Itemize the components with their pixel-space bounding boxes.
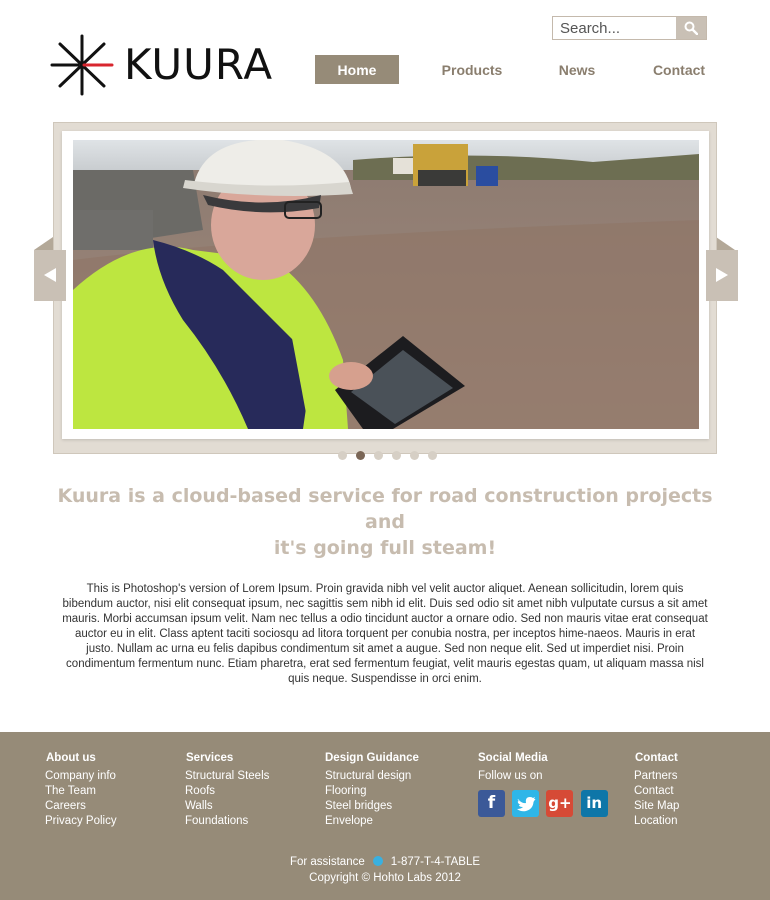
- brand-name: KUURA: [124, 40, 274, 89]
- logo-asterisk-icon: [50, 34, 114, 96]
- phone-icon: [373, 856, 383, 866]
- slider-next-button[interactable]: [706, 250, 738, 301]
- footer-col-social: [478, 751, 612, 818]
- footer-link-foundations[interactable]: Foundations: [185, 815, 249, 827]
- slider-dot-4[interactable]: [392, 451, 401, 460]
- slide-photo: [73, 140, 699, 429]
- footer-link-steel-bridges[interactable]: Steel bridges: [325, 800, 393, 812]
- footer-link-structural-design[interactable]: Structural design: [325, 770, 412, 782]
- nav-contact[interactable]: Contact: [652, 62, 706, 78]
- assistance-line: [0, 854, 770, 870]
- footer-contact-title: Contact: [635, 752, 678, 764]
- headline-line-3: it's going full steam!: [273, 537, 497, 559]
- phone-number[interactable]: 1-877-T-4-TABLE: [390, 856, 481, 868]
- slider-dot-6[interactable]: [428, 451, 437, 460]
- footer-link-walls[interactable]: Walls: [185, 800, 213, 812]
- footer-col-contact: [635, 751, 679, 829]
- footer-link-privacy-policy[interactable]: Privacy Policy: [45, 815, 117, 827]
- footer-col-about: [46, 751, 117, 829]
- search-icon: [684, 21, 698, 35]
- footer-link-site-map[interactable]: Site Map: [634, 800, 680, 812]
- footer-link-envelope[interactable]: Envelope: [325, 815, 373, 827]
- footer-link-flooring[interactable]: Flooring: [325, 785, 367, 797]
- slider-dot-2[interactable]: [356, 451, 365, 460]
- slider-dot-1[interactable]: [338, 451, 347, 460]
- footer-col-services: [186, 751, 269, 829]
- footer-about-title: About us: [46, 752, 96, 764]
- slide-card: [62, 131, 709, 439]
- footer-link-partners[interactable]: Partners: [634, 770, 678, 782]
- slider-prev-button[interactable]: [34, 250, 66, 301]
- nav-products[interactable]: Products: [441, 62, 503, 78]
- search-input[interactable]: [553, 17, 677, 39]
- footer-col-design: [325, 751, 419, 829]
- intro-paragraph: This is Photoshop's version of Lorem Ipsum. Proin gravida nibh vel velit auctor aliquet. Aenean sollicitudin, lorem quis bibendum auctor, nisi elit consequat ipsum, nec sagittis sem nibh id elit. Duis sed odio sit amet nibh vulputate cursus a sit amet mauris. Morbi accumsan ipsum velit. Nam nec tellus a odio tincidunt auctor a ornare odio. Sed non mauris vitae erat consequat auctor eu in elit. Class aptent taciti sociosqu ad litora torquent per conubia nostra, per inceptos hime-naeos. Mauris in erat justo. Nullam ac urna eu felis dapibus condimentum sit amet a augue. Sed non neque elit. Sed ut imperdiet nisi. Proin condimentum fermentum nunc. Etiam pharetra, erat sed fermentum feugiat, velit mauris egestas quam, ut aliquam massa nisl quis neque. Suspendisse in orci enim.: [62, 583, 708, 685]
- left-arrow-icon: [43, 267, 57, 283]
- footer-link-company-info[interactable]: Company info: [45, 770, 116, 782]
- nav-home[interactable]: Home: [315, 55, 399, 84]
- twitter-icon[interactable]: [512, 790, 539, 817]
- slider-dot-3[interactable]: [374, 451, 383, 460]
- social-icons: [478, 790, 612, 818]
- footer-link-roofs[interactable]: Roofs: [185, 785, 216, 797]
- slider-dot-5[interactable]: [410, 451, 419, 460]
- facebook-icon[interactable]: f: [478, 790, 505, 817]
- google-plus-icon[interactable]: g+: [546, 790, 573, 817]
- page-headline: [40, 483, 730, 561]
- search-button[interactable]: [676, 17, 706, 39]
- headline-line-1: Kuura is a cloud-based service for road construction projects: [57, 485, 713, 507]
- footer-link-location[interactable]: Location: [634, 815, 678, 827]
- footer-link-structural-steels[interactable]: Structural Steels: [185, 770, 270, 782]
- image-slider: [53, 122, 717, 454]
- logo[interactable]: [50, 34, 274, 96]
- footer-design-title: Design Guidance: [325, 752, 419, 764]
- linkedin-icon[interactable]: in: [581, 790, 608, 817]
- footer-link-contact[interactable]: Contact: [634, 785, 674, 797]
- slider-prev-cap: [34, 237, 53, 250]
- footer-follow-text: Follow us on: [478, 770, 543, 782]
- headline-line-2: and: [365, 511, 405, 533]
- slider-next-cap: [716, 237, 735, 250]
- footer-services-title: Services: [186, 752, 234, 764]
- footer-link-careers[interactable]: Careers: [45, 800, 86, 812]
- copyright-text: Copyright © Hohto Labs 2012: [309, 872, 461, 884]
- right-arrow-icon: [715, 267, 729, 283]
- footer-social-title: Social Media: [478, 752, 548, 764]
- assistance-label: For assistance: [289, 856, 365, 868]
- search-box: [552, 16, 707, 40]
- nav-news[interactable]: News: [558, 62, 596, 78]
- site-footer: [0, 732, 770, 900]
- footer-link-the-team[interactable]: The Team: [45, 785, 96, 797]
- construction-worker-image: [73, 140, 699, 429]
